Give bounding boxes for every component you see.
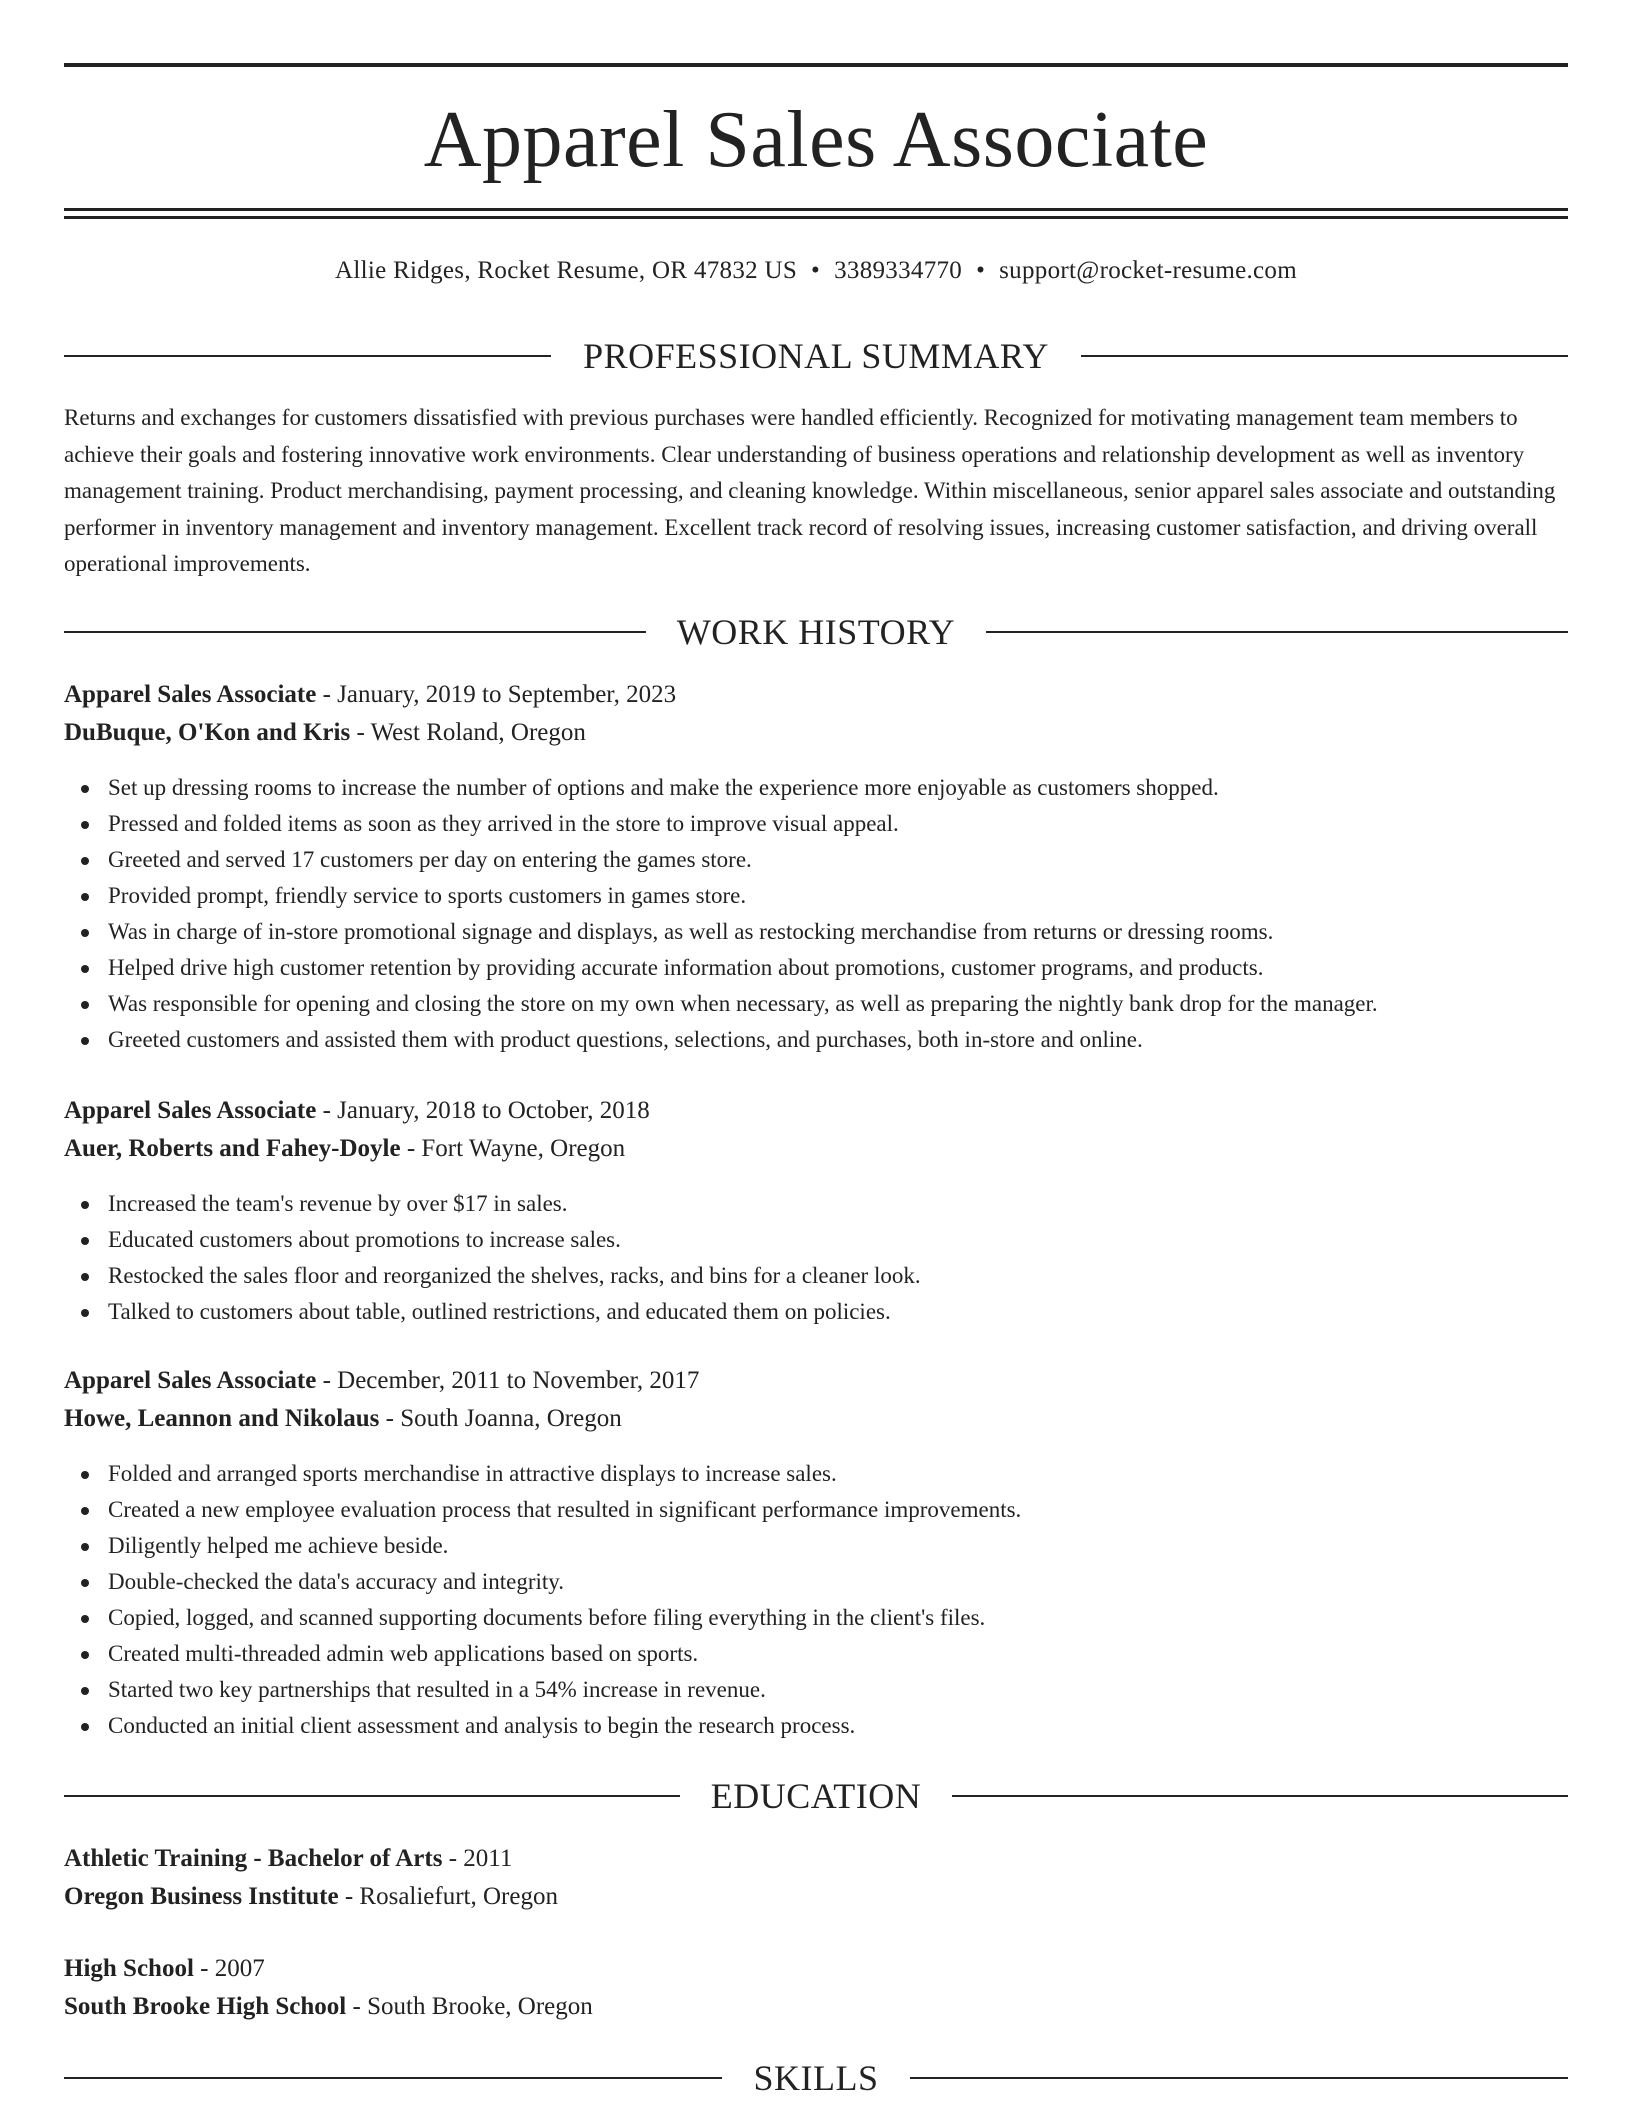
contact-address: Allie Ridges, Rocket Resume, OR 47832 US xyxy=(335,257,798,284)
list-item: Talked to customers about table, outlined restrictions, and educated them on policies. xyxy=(64,1294,1568,1330)
job-location: - South Joanna, Oregon xyxy=(379,1405,622,1432)
list-item: Increased the team's revenue by over $17 in sales. xyxy=(64,1186,1568,1222)
job-dates: - January, 2018 to October, 2018 xyxy=(316,1097,650,1124)
list-item: Was responsible for opening and closing the store on my own when necessary, as well as preparing the nightly bank drop for the manager. xyxy=(64,986,1568,1022)
list-item: Pressed and folded items as soon as they arrived in the store to improve visual appeal. xyxy=(64,806,1568,842)
job-title-line xyxy=(64,1094,1568,1128)
education-school: South Brooke High School xyxy=(64,1993,347,2020)
resume-title: Apparel Sales Associate xyxy=(423,96,1209,184)
list-item: Greeted and served 17 customers per day on entering the games store. xyxy=(64,842,1568,878)
job-company-line xyxy=(64,1132,1568,1166)
double-rule-upper xyxy=(64,208,1568,211)
education-location: - Rosaliefurt, Oregon xyxy=(338,1883,558,1910)
contact-separator: • xyxy=(976,257,986,284)
list-item: Created multi-threaded admin web applications based on sports. xyxy=(64,1636,1568,1672)
section-title: PROFESSIONAL SUMMARY xyxy=(583,336,1049,376)
education-year: - 2011 xyxy=(442,1845,513,1872)
section-title: EDUCATION xyxy=(710,1776,922,1816)
education-degree: High School xyxy=(64,1955,194,1982)
list-item: Copied, logged, and scanned supporting documents before filing everything in the client's files. xyxy=(64,1600,1568,1636)
section-title: WORK HISTORY xyxy=(676,612,956,652)
job-title-line xyxy=(64,1364,1568,1398)
list-item: Started two key partnerships that resulted in a 54% increase in revenue. xyxy=(64,1672,1568,1708)
section-header-summary xyxy=(64,336,1568,376)
top-rule xyxy=(64,63,1568,67)
job-company-line xyxy=(64,716,1568,750)
job-title: Apparel Sales Associate xyxy=(64,1367,317,1394)
list-item: Conducted an initial client assessment and analysis to begin the research process. xyxy=(64,1708,1568,1744)
list-item: Was in charge of in-store promotional signage and displays, as well as restocking merchandise from returns or dressing rooms. xyxy=(64,914,1568,950)
job-company-line xyxy=(64,1402,1568,1436)
job-dates: - January, 2019 to September, 2023 xyxy=(316,681,677,708)
section-rule-right xyxy=(986,631,1568,633)
job-title: Apparel Sales Associate xyxy=(64,1097,317,1124)
education-location: - South Brooke, Oregon xyxy=(346,1993,593,2020)
list-item: Restocked the sales floor and reorganized the shelves, racks, and bins for a cleaner look. xyxy=(64,1258,1568,1294)
education-school: Oregon Business Institute xyxy=(64,1883,339,1910)
job-location: - West Roland, Oregon xyxy=(350,719,586,746)
list-item: Provided prompt, friendly service to sports customers in games store. xyxy=(64,878,1568,914)
education-school-line xyxy=(64,1880,1568,1914)
contact-separator: • xyxy=(811,257,821,284)
section-header-work xyxy=(64,612,1568,652)
contact-phone: 3389334770 xyxy=(834,257,963,284)
list-item: Set up dressing rooms to increase the number of options and make the experience more enjoyable as customers shopped. xyxy=(64,770,1568,806)
job-location: - Fort Wayne, Oregon xyxy=(400,1135,626,1162)
job-dates: - December, 2011 to November, 2017 xyxy=(316,1367,700,1394)
education-school-line xyxy=(64,1990,1568,2024)
list-item: Helped drive high customer retention by providing accurate information about promotions, customer programs, and products. xyxy=(64,950,1568,986)
job-company: Auer, Roberts and Fahey-Doyle xyxy=(64,1135,401,1162)
education-degree-line xyxy=(64,1952,1568,1986)
job-bullets xyxy=(64,1186,1568,1330)
list-item: Greeted customers and assisted them with product questions, selections, and purchases, both in-store and online. xyxy=(64,1022,1568,1058)
section-rule-right xyxy=(1081,355,1568,357)
job-title: Apparel Sales Associate xyxy=(64,681,317,708)
section-header-education xyxy=(64,1776,1568,1816)
section-rule-right xyxy=(910,2077,1568,2079)
job-company: Howe, Leannon and Nikolaus xyxy=(64,1405,380,1432)
double-rule-lower xyxy=(64,216,1568,219)
job-title-line xyxy=(64,678,1568,712)
education-degree-line xyxy=(64,1842,1568,1876)
list-item: Educated customers about promotions to increase sales. xyxy=(64,1222,1568,1258)
section-rule-right xyxy=(952,1795,1568,1797)
contact-line xyxy=(64,254,1568,288)
job-bullets xyxy=(64,770,1568,1058)
section-header-skills xyxy=(64,2058,1568,2098)
section-title: SKILLS xyxy=(753,2058,879,2098)
summary-text: Returns and exchanges for customers dissatisfied with previous purchases were handled efficiently. Recognized for motivating management team members to achieve their goals and fostering innovative work environments. Clear understanding of business operations and relationship development as well as inventory management training. Product merchandising, payment processing, and cleaning knowledge. Within miscellaneous, senior apparel sales associate and outstanding performer in inventory management and inventory management. Excellent track record of resolving issues, increasing customer satisfaction, and driving overall operational improvements. xyxy=(64,405,1556,576)
job-company: DuBuque, O'Kon and Kris xyxy=(64,719,351,746)
job-bullets xyxy=(64,1456,1568,1744)
education-year: - 2007 xyxy=(193,1955,265,1982)
list-item: Folded and arranged sports merchandise in attractive displays to increase sales. xyxy=(64,1456,1568,1492)
education-degree: Athletic Training - Bachelor of Arts xyxy=(64,1845,443,1872)
list-item: Created a new employee evaluation process that resulted in significant performance improvements. xyxy=(64,1492,1568,1528)
list-item: Double-checked the data's accuracy and integrity. xyxy=(64,1564,1568,1600)
list-item: Diligently helped me achieve beside. xyxy=(64,1528,1568,1564)
contact-email: support@rocket-resume.com xyxy=(999,257,1297,284)
